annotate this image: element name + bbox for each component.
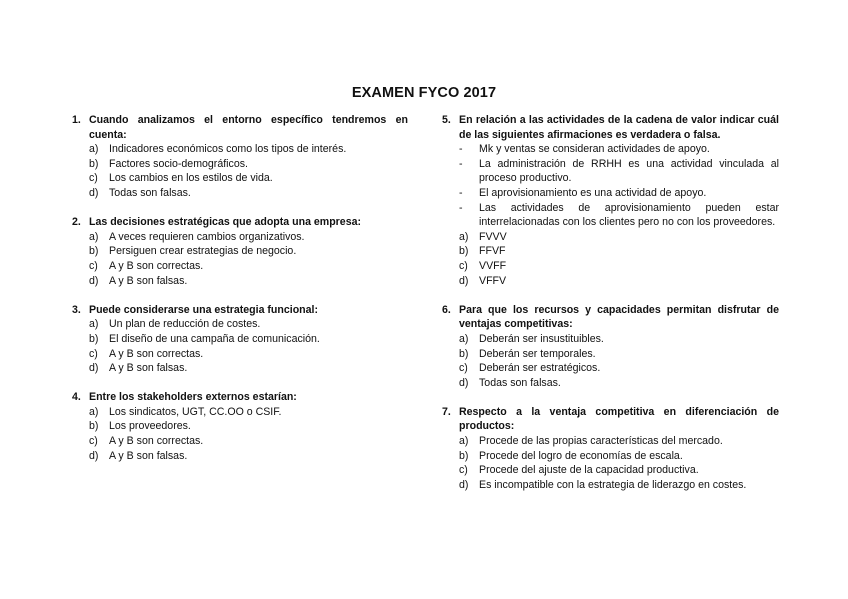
option-letter: d)	[89, 362, 99, 375]
option-letter: a)	[89, 405, 99, 418]
answer-option	[89, 274, 408, 289]
question-block	[72, 215, 408, 288]
question-block	[72, 390, 408, 463]
answer-option	[89, 317, 408, 332]
option-text: Procede del ajuste de la capacidad productiva.	[479, 464, 699, 477]
question-number: 1.	[72, 114, 81, 126]
statement-text: El aprovisionamiento es una actividad de apoyo.	[479, 186, 707, 199]
question-block	[442, 405, 779, 493]
option-text: Factores socio-demográficos.	[109, 157, 248, 170]
answer-option	[459, 230, 779, 245]
option-text: Deberán ser insustituibles.	[479, 332, 604, 345]
option-letter: d)	[89, 274, 99, 287]
question-block	[72, 303, 408, 376]
answer-option	[459, 376, 779, 391]
option-letter: a)	[89, 143, 99, 156]
question-text: Puede considerarse una estrategia funcional:	[89, 303, 319, 316]
answer-option	[89, 434, 408, 449]
question-text: Para que los recursos y capacidades permitan disfrutar de ventajas competitivas:	[459, 303, 779, 331]
statement-item	[459, 157, 779, 186]
option-text: Deberán ser temporales.	[479, 347, 596, 360]
answer-option	[459, 259, 779, 274]
question-heading	[72, 303, 408, 318]
option-text: A y B son correctas.	[109, 435, 204, 448]
question-text: Cuando analizamos el entorno específico tendremos en cuenta:	[89, 114, 408, 141]
answer-option	[459, 361, 779, 376]
statement-dash: -	[459, 143, 463, 156]
question-block	[72, 113, 408, 201]
question-block	[442, 113, 779, 288]
option-letter: b)	[459, 245, 469, 258]
question-number: 5.	[442, 114, 451, 126]
question-heading	[72, 215, 408, 230]
option-letter: c)	[89, 259, 98, 272]
statement-dash: -	[459, 157, 463, 170]
option-text: VFFV	[479, 274, 507, 287]
option-text: Deberán ser estratégicos.	[479, 362, 601, 375]
answer-option	[89, 157, 408, 172]
answer-option	[459, 478, 779, 493]
option-text: Procede de las propias características del mercado.	[479, 435, 723, 448]
option-text: FFVF	[479, 245, 506, 258]
option-text: Es incompatible con la estrategia de liderazgo en costes.	[479, 478, 747, 491]
answer-option	[89, 332, 408, 347]
option-letter: b)	[89, 420, 99, 433]
option-letter: c)	[89, 347, 98, 360]
statement-item	[459, 201, 779, 230]
question-text: En relación a las actividades de la cadena de valor indicar cuál de las siguientes afirmaciones es verdadera o falsa.	[459, 114, 779, 141]
option-text: Procede del logro de economías de escala.	[479, 449, 683, 462]
question-number: 2.	[72, 216, 81, 229]
option-letter: a)	[89, 230, 99, 243]
statement-text: Las actividades de aprovisionamiento pueden estar interrelacionadas con los clientes pero no con los proveedores.	[479, 201, 779, 229]
option-letter: c)	[459, 464, 468, 477]
option-text: FVVV	[479, 230, 507, 243]
answer-option	[459, 463, 779, 478]
question-heading	[72, 390, 408, 405]
option-letter: b)	[459, 347, 469, 360]
question-text: Respecto a la ventaja competitiva en diferenciación de productos:	[459, 405, 779, 433]
option-letter: d)	[459, 478, 469, 491]
question-number: 6.	[442, 303, 451, 316]
option-text: A y B son correctas.	[109, 259, 204, 272]
option-text: A y B son correctas.	[109, 347, 204, 360]
question-number: 3.	[72, 303, 81, 316]
option-letter: c)	[459, 362, 468, 375]
answer-option	[459, 332, 779, 347]
statement-text: La administración de RRHH es una actividad vinculada al proceso productivo.	[479, 157, 779, 185]
question-number: 4.	[72, 391, 81, 404]
statement-dash: -	[459, 201, 463, 214]
answer-option	[89, 419, 408, 434]
question-heading	[442, 303, 779, 332]
option-letter: b)	[89, 332, 99, 345]
option-letter: b)	[89, 245, 99, 258]
option-text: El diseño de una campaña de comunicación.	[109, 332, 320, 345]
answer-option	[89, 259, 408, 274]
option-text: A y B son falsas.	[109, 362, 188, 375]
question-number: 7.	[442, 405, 451, 418]
option-text: A veces requieren cambios organizativos.	[109, 230, 305, 243]
answer-option	[89, 449, 408, 464]
option-text: Todas son falsas.	[479, 376, 561, 389]
option-letter: c)	[89, 435, 98, 448]
answer-option	[89, 244, 408, 259]
option-text: Los cambios en los estilos de vida.	[109, 172, 273, 185]
question-block	[442, 303, 779, 391]
answer-option	[459, 347, 779, 362]
option-letter: d)	[89, 186, 99, 199]
option-letter: a)	[459, 332, 469, 345]
option-letter: a)	[89, 318, 99, 331]
option-text: A y B son falsas.	[109, 449, 188, 462]
answer-option	[89, 361, 408, 376]
option-text: Persiguen crear estrategias de negocio.	[109, 245, 297, 258]
question-heading	[72, 113, 408, 142]
option-letter: d)	[459, 376, 469, 389]
statement-text: Mk y ventas se consideran actividades de apoyo.	[479, 143, 710, 156]
left-column	[72, 113, 408, 478]
right-column	[442, 113, 779, 507]
question-heading	[442, 405, 779, 434]
page-title: EXAMEN FYCO 2017	[351, 85, 497, 101]
option-letter: c)	[459, 259, 468, 272]
option-text: Un plan de reducción de costes.	[109, 318, 261, 331]
option-letter: b)	[89, 157, 99, 170]
option-text: Los sindicatos, UGT, CC.OO o CSIF.	[109, 405, 282, 418]
statement-dash: -	[459, 186, 463, 199]
question-heading	[442, 113, 779, 142]
option-text: A y B son falsas.	[109, 274, 188, 287]
question-text: Entre los stakeholders externos estarían:	[89, 391, 297, 404]
answer-option	[89, 230, 408, 245]
option-letter: d)	[459, 274, 469, 287]
answer-option	[89, 171, 408, 186]
answer-option	[459, 274, 779, 289]
answer-option	[459, 244, 779, 259]
statement-item	[459, 186, 779, 201]
option-text: VVFF	[479, 259, 507, 272]
option-letter: a)	[459, 230, 469, 243]
option-text: Los proveedores.	[109, 420, 191, 433]
option-letter: a)	[459, 435, 469, 448]
answer-option	[459, 434, 779, 449]
option-letter: b)	[459, 449, 469, 462]
question-text: Las decisiones estratégicas que adopta una empresa:	[89, 216, 362, 229]
option-letter: c)	[89, 172, 98, 185]
option-text: Todas son falsas.	[109, 186, 191, 199]
option-letter: d)	[89, 449, 99, 462]
option-text: Indicadores económicos como los tipos de interés.	[109, 143, 347, 156]
answer-option	[459, 449, 779, 464]
answer-option	[89, 347, 408, 362]
statement-item	[459, 142, 779, 157]
answer-option	[89, 186, 408, 201]
answer-option	[89, 142, 408, 157]
answer-option	[89, 405, 408, 420]
